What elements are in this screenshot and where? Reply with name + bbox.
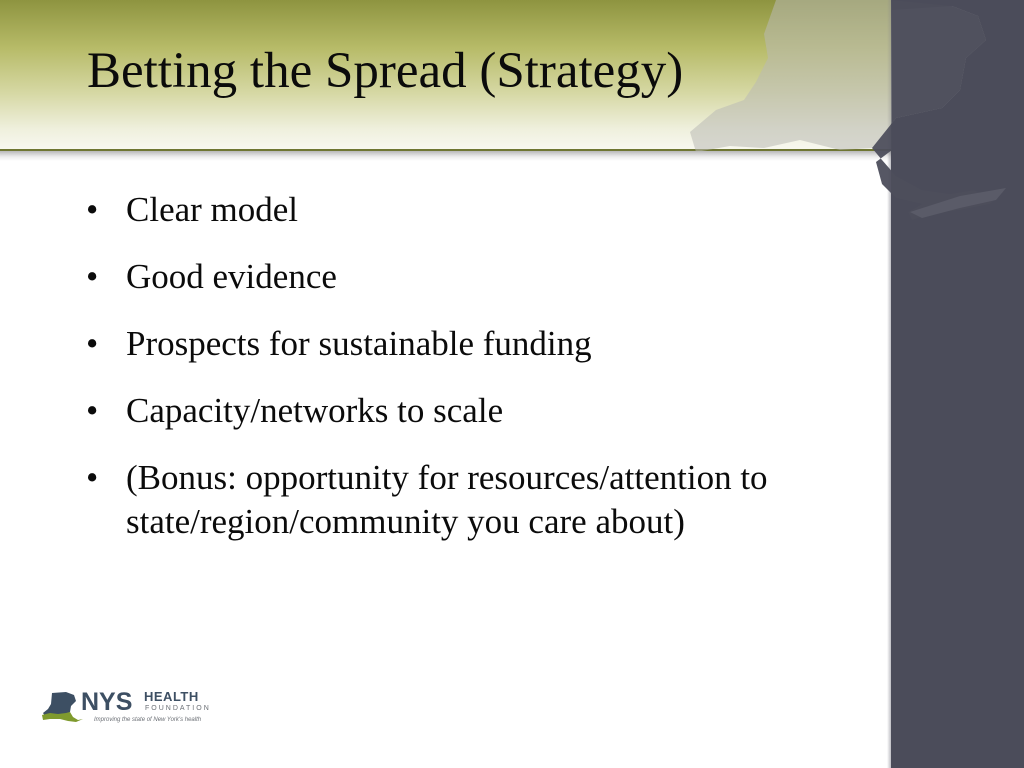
bullet-marker: • xyxy=(86,391,99,430)
bullet-text: Good evidence xyxy=(126,257,337,296)
bullet-text: Capacity/networks to scale xyxy=(126,391,504,430)
logo-tagline: Improving the state of New York's health xyxy=(94,717,202,723)
bullet-item xyxy=(86,188,846,232)
slide-title: Betting the Spread (Strategy) xyxy=(87,43,684,99)
bullet-marker: • xyxy=(86,458,99,497)
bullet-item xyxy=(86,255,846,299)
bullet-marker: • xyxy=(86,324,99,363)
bullet-item xyxy=(86,322,846,366)
logo-nys-text: NYS xyxy=(81,688,133,716)
bullet-text: (Bonus: opportunity for resources/attention to state/region/community you care about) xyxy=(126,458,768,541)
nys-health-foundation-logo xyxy=(40,688,220,728)
logo-foundation-text: FOUNDATION xyxy=(145,705,211,712)
bullet-item xyxy=(86,456,846,544)
bullet-item xyxy=(86,389,846,433)
new-york-state-map-icon xyxy=(40,690,84,724)
bullet-list xyxy=(86,188,846,567)
bullet-marker: • xyxy=(86,190,99,229)
logo-health-text: HEALTH xyxy=(144,689,199,704)
bullet-text: Prospects for sustainable funding xyxy=(126,324,592,363)
bullet-marker: • xyxy=(86,257,99,296)
bullet-text: Clear model xyxy=(126,190,299,229)
